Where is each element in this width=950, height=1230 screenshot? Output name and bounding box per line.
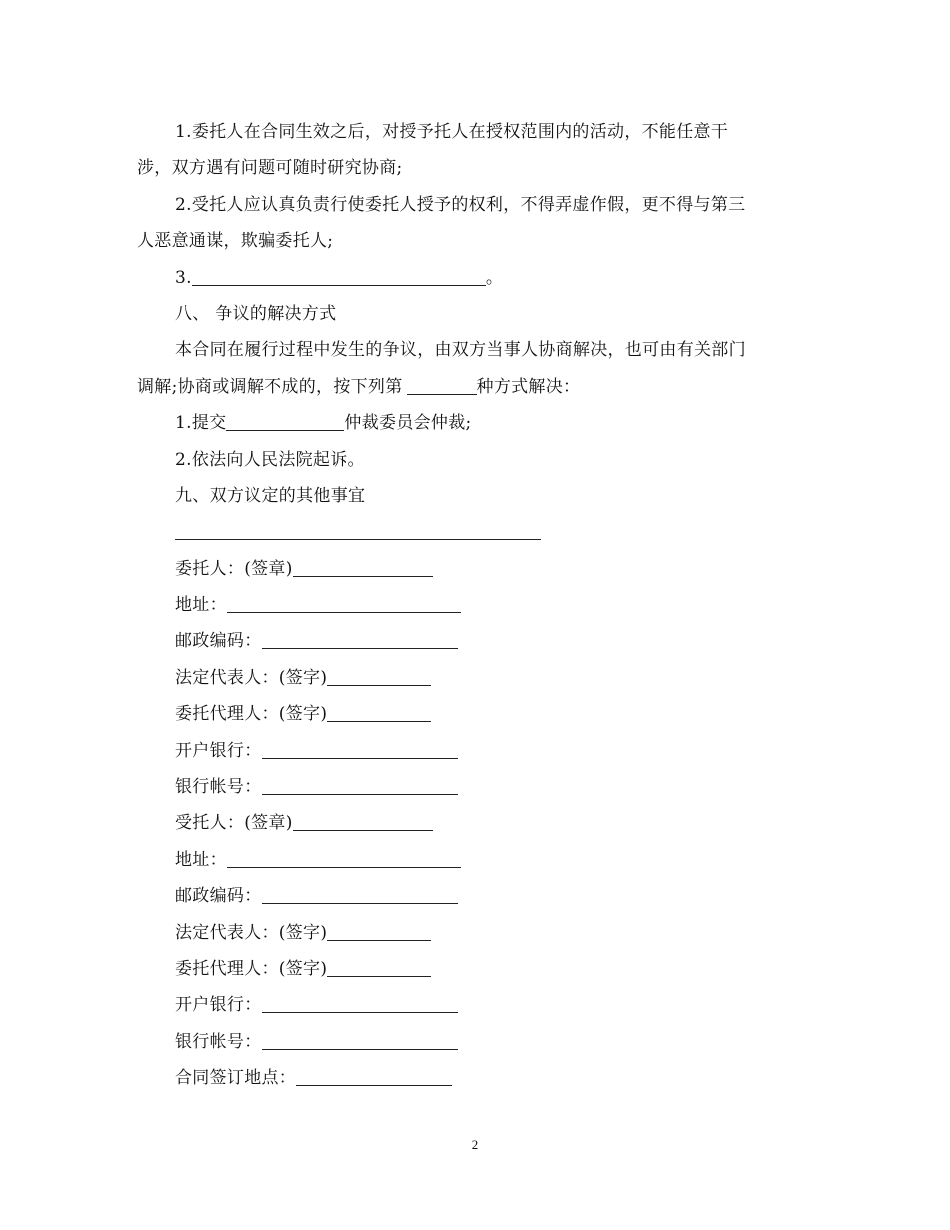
dispute-option-1-suffix: 仲裁委员会仲裁; (344, 413, 472, 434)
principal-bank-row (137, 733, 817, 769)
trustee-legal-rep-row (137, 915, 817, 951)
clause-2-line-1: 2.受托人应认真负责行使委托人授予的权利，不得弄虚作假，更不得与第三 (175, 194, 746, 215)
trustee-bank-label: 开户银行： (175, 995, 262, 1016)
clause-3-prefix: 3. (175, 267, 192, 288)
trustee-bank-blank (262, 994, 458, 1013)
principal-bank-label: 开户银行： (175, 740, 262, 761)
trustee-agent-row (137, 951, 817, 987)
principal-account-label: 银行帐号： (175, 777, 262, 798)
principal-address-label: 地址： (175, 595, 227, 616)
principal-name-label: 委托人：(签章) (175, 558, 293, 579)
clause-2-line-2: 人恶意通谋，欺骗委托人; (137, 231, 334, 252)
other-matters-blank (175, 521, 541, 540)
principal-name-row (137, 551, 817, 587)
principal-account-blank (262, 776, 458, 795)
page-number: 2 (471, 1137, 479, 1152)
signing-place-blank (296, 1067, 452, 1086)
document-body (137, 114, 817, 1097)
clause-3-suffix: 。 (485, 267, 504, 288)
dispute-paragraph-line-2 (137, 369, 817, 405)
other-matters-heading: 九、双方议定的其他事宜 (175, 485, 366, 506)
trustee-postcode-row (137, 878, 817, 914)
principal-agent-label: 委托代理人：(签字) (175, 704, 328, 725)
dispute-option-2: 2.依法向人民法院起诉。 (175, 449, 365, 470)
dispute-option-1-prefix: 1.提交 (175, 413, 227, 434)
dispute-paragraph-line-1: 本合同在履行过程中发生的争议，由双方当事人协商解决，也可由有关部门 (175, 340, 746, 361)
dispute-method-blank (407, 376, 477, 395)
trustee-account-row (137, 1024, 817, 1060)
principal-postcode-row (137, 623, 817, 659)
trustee-legal-rep-blank (327, 922, 431, 941)
principal-legal-rep-blank (327, 667, 431, 686)
principal-address-row (137, 587, 817, 623)
principal-agent-row (137, 696, 817, 732)
trustee-account-blank (262, 1031, 458, 1050)
principal-account-row (137, 769, 817, 805)
signing-place-label: 合同签订地点： (175, 1068, 297, 1089)
trustee-legal-rep-label: 法定代表人：(签字) (175, 922, 328, 943)
trustee-address-row (137, 842, 817, 878)
trustee-address-blank (227, 849, 461, 868)
principal-legal-rep-label: 法定代表人：(签字) (175, 667, 328, 688)
other-matters-line (137, 514, 817, 550)
clause-3-blank (192, 267, 486, 286)
principal-name-blank (293, 558, 433, 577)
principal-agent-blank (327, 703, 431, 722)
trustee-address-label: 地址： (175, 849, 227, 870)
trustee-account-label: 银行帐号： (175, 1031, 262, 1052)
clause-3 (137, 260, 817, 296)
dispute-method-suffix: 种方式解决： (476, 376, 581, 397)
dispute-method-prefix: 调解;协商或调解不成的，按下列第 (137, 376, 403, 397)
trustee-postcode-label: 邮政编码： (175, 886, 262, 907)
principal-address-blank (227, 594, 461, 613)
trustee-name-blank (293, 812, 433, 831)
trustee-name-label: 受托人：(签章) (175, 813, 293, 834)
principal-bank-blank (262, 740, 458, 759)
arbitration-commission-blank (226, 412, 344, 431)
dispute-heading: 八、 争议的解决方式 (175, 303, 337, 324)
principal-legal-rep-row (137, 660, 817, 696)
trustee-agent-blank (327, 958, 431, 977)
clause-1-line-1: 1.委托人在合同生效之后，对授予托人在授权范围内的活动，不能任意干 (175, 122, 729, 142)
signing-place-row (137, 1060, 817, 1096)
principal-postcode-blank (262, 630, 458, 649)
dispute-option-1 (137, 405, 817, 441)
trustee-agent-label: 委托代理人：(签字) (175, 958, 328, 979)
trustee-name-row (137, 805, 817, 841)
clause-1-line-2: 涉，双方遇有问题可随时研究协商; (137, 158, 403, 179)
trustee-bank-row (137, 987, 817, 1023)
principal-postcode-label: 邮政编码： (175, 631, 262, 652)
trustee-postcode-blank (262, 885, 458, 904)
